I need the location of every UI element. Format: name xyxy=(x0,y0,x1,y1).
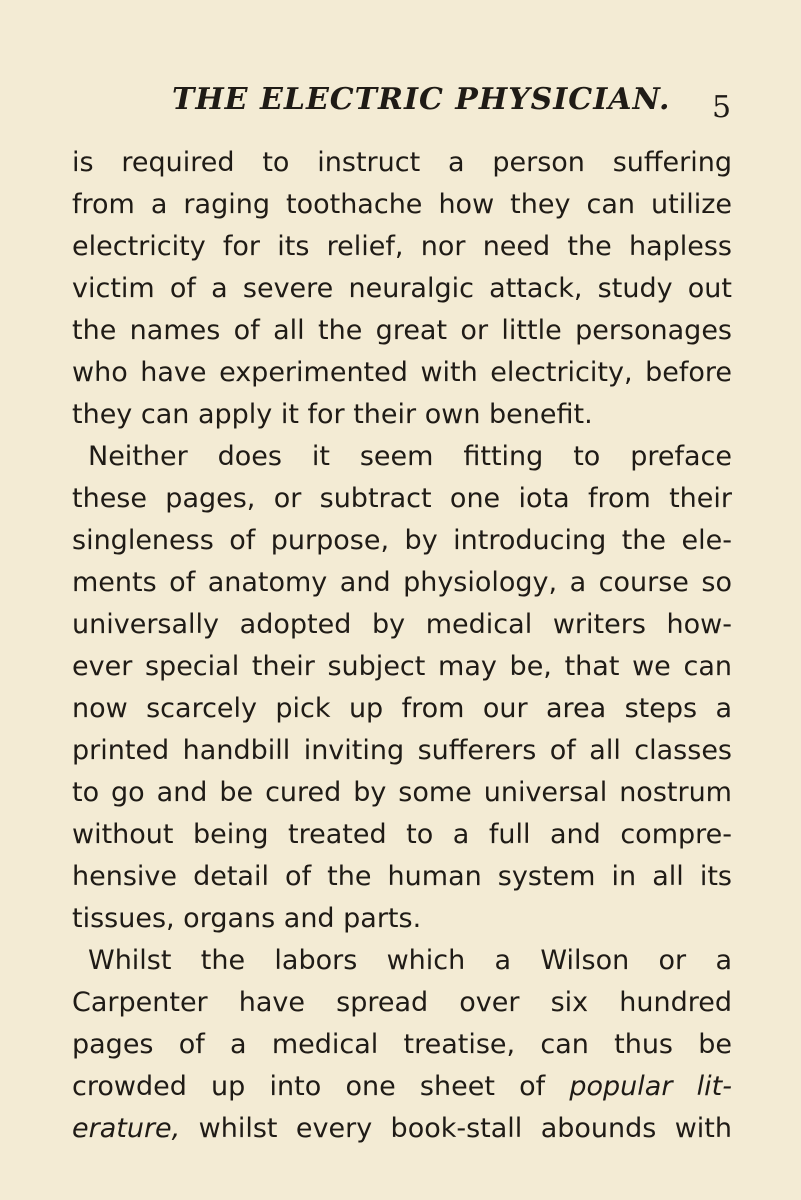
text-line: ments of anatomy and physiology, a course so xyxy=(72,567,732,598)
text-line: now scarcely pick up from our area steps a xyxy=(72,693,732,724)
text-line: victim of a severe neuralgic attack, study out xyxy=(72,273,732,304)
text-line: is required to instruct a person suffering xyxy=(72,147,732,178)
text-run: whilst every book-stall abounds with xyxy=(180,1113,732,1144)
text-line: to go and be cured by some universal nostrum xyxy=(72,777,732,808)
text-line: without being treated to a full and compre- xyxy=(72,819,732,850)
text-line: Whilst the labors which a Wilson or a xyxy=(88,945,732,976)
text-line: universally adopted by medical writers how- xyxy=(72,609,732,640)
text-line: the names of all the great or little personages xyxy=(72,315,732,346)
italic-text: erature, xyxy=(72,1113,181,1144)
text-line: electricity for its relief, nor need the hapless xyxy=(72,231,732,262)
text-line: Carpenter have spread over six hundred xyxy=(72,987,732,1018)
italic-text: popular lit- xyxy=(569,1071,732,1102)
text-line: who have experimented with electricity, before xyxy=(72,357,732,388)
text-line: singleness of purpose, by introducing the ele- xyxy=(72,525,732,556)
body-text xyxy=(72,142,732,1150)
text-line: these pages, or subtract one iota from their xyxy=(72,483,732,514)
text-run: crowded up into one sheet of xyxy=(72,1071,570,1102)
text-line: pages of a medical treatise, can thus be xyxy=(72,1029,732,1060)
text-line: tissues, organs and parts. xyxy=(72,903,422,934)
text-line xyxy=(72,1066,732,1108)
text-line: from a raging toothache how they can utilize xyxy=(72,189,732,220)
running-head: THE ELECTRIC PHYSICIAN. xyxy=(172,82,671,117)
page-number: 5 xyxy=(712,90,732,125)
text-line: Neither does it seem fitting to preface xyxy=(88,441,732,472)
text-line: hensive detail of the human system in all its xyxy=(72,861,732,892)
text-line: ever special their subject may be, that we can xyxy=(72,651,732,682)
text-line: they can apply it for their own benefit. xyxy=(72,399,593,430)
text-line: printed handbill inviting sufferers of all classes xyxy=(72,735,732,766)
text-line xyxy=(72,1108,732,1150)
